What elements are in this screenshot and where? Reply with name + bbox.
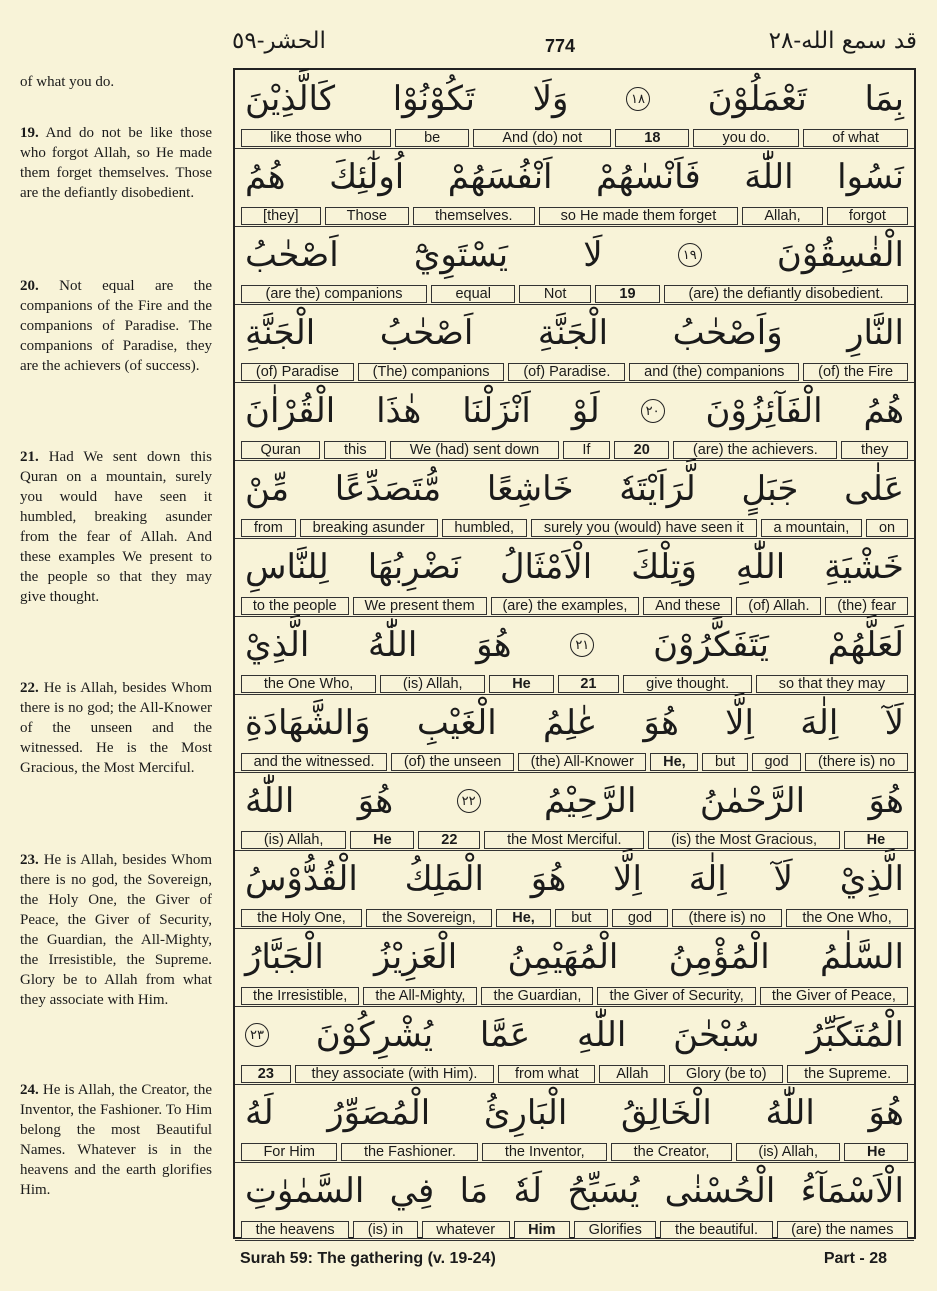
verse-text: Had We sent down this Quran on a mountain, surely you would have seen it humbled, breaking asunder from the fear of Allah. And these examples We present to the people so that they may give thought. [20, 449, 212, 605]
arabic-word: الْجَبَّارُ [245, 937, 324, 977]
english-gloss-line [241, 1065, 908, 1083]
arabic-word: الَّذِيْ [245, 625, 310, 665]
gloss-cell: of what [803, 129, 908, 147]
gloss-cell: the Giver of Peace, [760, 987, 908, 1005]
verse-end-marker: ١٩ [678, 243, 702, 267]
translation-paragraph [20, 276, 212, 376]
arabic-word: الْبَارِئُ [483, 1093, 568, 1133]
gloss-cell: (are) the achievers. [673, 441, 837, 459]
gloss-cell: and the witnessed. [241, 753, 387, 771]
arabic-word: مُّتَصَدِّعًا [334, 469, 442, 509]
translation-paragraph [20, 123, 212, 203]
arabic-word: خَشْيَةِ [824, 547, 904, 587]
verse-row [235, 460, 914, 539]
header-surah-name: الحشر-٥٩ [232, 28, 326, 54]
arabic-word: يَتَفَكَّرُوْنَ [653, 625, 769, 665]
arabic-word: لَهُ [245, 1093, 274, 1133]
gloss-cell: the One Who, [241, 675, 376, 693]
gloss-cell: (of) Allah. [736, 597, 821, 615]
gloss-cell: (is) Allah, [736, 1143, 841, 1161]
verse-end-marker: ٢١ [570, 633, 594, 657]
arabic-word: الْاَمْثَالُ [499, 547, 593, 587]
translation-paragraph [20, 447, 212, 607]
arabic-word: هٰذَا [376, 391, 422, 431]
arabic-word: عَمَّا [479, 1015, 531, 1055]
verse-end-marker: ٢٣ [245, 1023, 269, 1047]
arabic-word: الْمُصَوِّرُ [327, 1093, 431, 1133]
arabic-word: يُسَبِّحُ [567, 1171, 640, 1211]
arabic-word: الرَّحْمٰنُ [699, 781, 806, 821]
arabic-word: نَضْرِبُهَا [367, 547, 461, 587]
arabic-word: وَاَصْحٰبُ [672, 313, 783, 353]
verse-text: He is Allah, besides Whom there is no god, the Sovereign, the Holy One, the Giver of Peace, the Giver of Security, the Guardian, the All-Mighty, the Irresistible, the Supreme. Glory be to Allah from what they associate with Him. [20, 852, 212, 1008]
gloss-cell: And (do) not [473, 129, 611, 147]
gloss-cell: He [489, 675, 553, 693]
word-by-word-grid [233, 68, 916, 1239]
gloss-cell: Quran [241, 441, 320, 459]
arabic-word: لَّرَاَيْتَهٗ [619, 469, 696, 509]
gloss-cell: Glory (be to) [669, 1065, 783, 1083]
gloss-cell: He, [496, 909, 551, 927]
english-gloss-line [241, 519, 908, 537]
arabic-word: يُشْرِكُوْنَ [315, 1015, 434, 1055]
verse-row [235, 148, 914, 227]
gloss-cell: We (had) sent down [390, 441, 559, 459]
gloss-cell: give thought. [623, 675, 752, 693]
arabic-word: اللّٰهِ [576, 1015, 627, 1055]
gloss-cell: breaking asunder [300, 519, 438, 537]
translation-paragraph [20, 850, 212, 1010]
arabic-word: اللّٰهُ [245, 781, 295, 821]
arabic-word: اَصْحٰبُ [245, 235, 339, 275]
arabic-word: هُوَ [476, 625, 512, 665]
gloss-cell: the Irresistible, [241, 987, 359, 1005]
english-gloss-line [241, 753, 908, 771]
arabic-line [235, 1006, 914, 1064]
verse-row [235, 928, 914, 1007]
arabic-line [235, 850, 914, 908]
arabic-word: الْجَنَّةِ [537, 313, 609, 353]
english-gloss-line [241, 363, 908, 381]
verse-number-cell: 19 [595, 285, 660, 303]
gloss-cell: (there is) no [672, 909, 782, 927]
gloss-cell: whatever [422, 1221, 510, 1239]
arabic-word: اِلٰهَ [688, 859, 727, 899]
gloss-cell: this [324, 441, 386, 459]
arabic-word: تَعْمَلُوْنَ [707, 79, 807, 119]
verse-text: He is Allah, besides Whom there is no god; the All-Knower of the unseen and the witnessed. He is the Most Gracious, the Most Merciful. [20, 680, 212, 776]
arabic-word: اللّٰهُ [368, 625, 418, 665]
arabic-word: مِّنْ [245, 469, 290, 509]
verse-number-cell: 20 [614, 441, 669, 459]
gloss-cell: Not [519, 285, 591, 303]
verse-number: 24. [20, 1082, 39, 1098]
gloss-cell: (of) the unseen [391, 753, 514, 771]
arabic-word: لَوْ [571, 391, 600, 431]
arabic-word: اُولٰٓئِكَ [329, 157, 405, 197]
arabic-line [235, 772, 914, 830]
arabic-word: اِلَّا [613, 859, 642, 899]
english-gloss-line [241, 831, 908, 849]
gloss-cell: Those [325, 207, 409, 225]
gloss-cell: He [844, 831, 908, 849]
gloss-cell: (is) the Most Gracious, [648, 831, 839, 849]
arabic-line [235, 460, 914, 518]
gloss-cell: the Holy One, [241, 909, 362, 927]
verse-number: 21. [20, 449, 39, 465]
arabic-word: خَاشِعًا [486, 469, 574, 509]
english-gloss-line [241, 1221, 908, 1239]
arabic-word: النَّارِ [847, 313, 904, 353]
arabic-word: لَآ [884, 703, 904, 743]
gloss-cell: be [395, 129, 469, 147]
arabic-word: هُمُ [245, 157, 286, 197]
gloss-cell: the Guardian, [481, 987, 593, 1005]
verse-end-marker: ٢٢ [457, 789, 481, 813]
verse-number-cell: 21 [558, 675, 620, 693]
verse-end-marker: ٢٠ [641, 399, 665, 423]
arabic-line [235, 382, 914, 440]
english-gloss-line [241, 285, 908, 303]
arabic-word: اَنْزَلْنَا [462, 391, 531, 431]
gloss-cell: the heavens [241, 1221, 349, 1239]
gloss-cell: the beautiful. [660, 1221, 772, 1239]
arabic-word: مَا [459, 1171, 489, 1211]
gloss-cell: a mountain, [761, 519, 863, 537]
gloss-cell: (are the) companions [241, 285, 427, 303]
arabic-word: تَكُوْنُوْا [392, 79, 475, 119]
gloss-cell: but [555, 909, 608, 927]
arabic-word: الْاَسْمَآءُ [800, 1171, 904, 1211]
arabic-line [235, 694, 914, 752]
gloss-cell: on [866, 519, 908, 537]
gloss-cell: you do. [693, 129, 799, 147]
arabic-word: الْعَزِيْزُ [374, 937, 458, 977]
header-part-name: قد سمع الله-٢٨ [768, 28, 917, 54]
gloss-cell: the Giver of Security, [597, 987, 755, 1005]
arabic-word: الْغَيْبِ [416, 703, 497, 743]
english-gloss-line [241, 1143, 908, 1161]
gloss-cell: so that they may [756, 675, 908, 693]
arabic-word: الْقُرْاٰنَ [245, 391, 336, 431]
verse-number-cell: 23 [241, 1065, 291, 1083]
gloss-cell: they [841, 441, 908, 459]
arabic-line [235, 304, 914, 362]
english-gloss-line [241, 129, 908, 147]
verse-row [235, 772, 914, 851]
gloss-cell: We present them [353, 597, 487, 615]
arabic-word: لَآ [773, 859, 793, 899]
arabic-word: نَسُوا [837, 157, 904, 197]
verse-row [235, 382, 914, 461]
arabic-word: عٰلِمُ [542, 703, 598, 743]
gloss-cell: humbled, [442, 519, 527, 537]
english-gloss-line [241, 441, 908, 459]
verse-row [235, 70, 914, 149]
arabic-word: اللّٰهِ [735, 547, 786, 587]
gloss-cell: (of) Paradise [241, 363, 354, 381]
gloss-cell: the Sovereign, [366, 909, 492, 927]
arabic-word: هُوَ [868, 781, 904, 821]
arabic-word: فِي [389, 1171, 435, 1211]
arabic-word: اِلَّا [725, 703, 754, 743]
gloss-cell: the Creator, [611, 1143, 732, 1161]
arabic-word: اللّٰهُ [765, 1093, 815, 1133]
arabic-word: اِلٰهَ [800, 703, 839, 743]
verse-number: 22. [20, 680, 39, 696]
arabic-word: هُوَ [530, 859, 567, 899]
gloss-cell: He [844, 1143, 908, 1161]
arabic-word: اَنْفُسَهُمْ [447, 157, 553, 197]
gloss-cell: forgot [827, 207, 908, 225]
verse-row [235, 616, 914, 695]
arabic-word: لَهٗ [513, 1171, 543, 1211]
arabic-line [235, 928, 914, 986]
verse-number-cell: 22 [418, 831, 480, 849]
arabic-word: الْمُهَيْمِنُ [507, 937, 619, 977]
arabic-word: كَالَّذِيْنَ [245, 79, 336, 119]
gloss-cell: (the) All-Knower [518, 753, 646, 771]
arabic-word: الْقُدُّوْسُ [245, 859, 358, 899]
gloss-cell: And these [643, 597, 732, 615]
arabic-line [235, 70, 914, 128]
arabic-line [235, 1084, 914, 1142]
arabic-word: بِمَا [864, 79, 904, 119]
arabic-word: هُمُ [863, 391, 904, 431]
gloss-cell: the Most Merciful. [484, 831, 644, 849]
gloss-cell: If [563, 441, 610, 459]
arabic-word: سُبْحٰنَ [673, 1015, 760, 1055]
english-gloss-line [241, 207, 908, 225]
gloss-cell: the Inventor, [482, 1143, 607, 1161]
verse-text: Not equal are the companions of the Fire and the companions of Paradise. The companions of Paradise, they are the achievers (of success). [20, 278, 212, 374]
arabic-word: وَتِلْكَ [631, 547, 697, 587]
gloss-cell: (is) Allah, [380, 675, 485, 693]
gloss-cell: god [612, 909, 669, 927]
arabic-word: الْفَآئِزُوْنَ [705, 391, 823, 431]
verse-row [235, 1006, 914, 1085]
arabic-word: السَّلٰمُ [819, 937, 904, 977]
footer-part: Part - 28 [823, 1250, 887, 1267]
gloss-cell: (is) in [353, 1221, 418, 1239]
verse-text: He is Allah, the Creator, the Inventor, the Fashioner. To Him belong the most Beautiful Names. Whatever is in the heavens and the earth glorifies Him. [20, 1082, 212, 1198]
gloss-cell: Glorifies [574, 1221, 656, 1239]
arabic-word: الَّذِيْ [839, 859, 904, 899]
verse-row [235, 1084, 914, 1163]
english-gloss-line [241, 675, 908, 693]
gloss-cell: from [241, 519, 296, 537]
arabic-word: اَصْحٰبُ [379, 313, 474, 353]
arabic-word: الرَّحِيْمُ [544, 781, 637, 821]
english-gloss-line [241, 909, 908, 927]
english-gloss-line [241, 597, 908, 615]
gloss-cell: so He made them forget [539, 207, 739, 225]
arabic-word: الْحُسْنٰى [664, 1171, 776, 1211]
gloss-cell: the Supreme. [787, 1065, 908, 1083]
verse-row [235, 226, 914, 305]
arabic-word: الْفٰسِقُوْنَ [776, 235, 904, 275]
gloss-cell: they associate (with Him). [295, 1065, 495, 1083]
arabic-word: لِلنَّاسِ [245, 547, 329, 587]
arabic-word: لَعَلَّهُمْ [827, 625, 904, 665]
gloss-cell: (The) companions [358, 363, 505, 381]
gloss-cell: but [702, 753, 747, 771]
gloss-cell: (the) fear [825, 597, 908, 615]
arabic-word: الْمَلِكُ [404, 859, 484, 899]
english-gloss-line [241, 987, 908, 1005]
gloss-cell: He [350, 831, 414, 849]
arabic-word: السَّمٰوٰتِ [245, 1171, 365, 1211]
arabic-word: جَبَلٍ [741, 469, 799, 509]
gloss-cell: Him [514, 1221, 571, 1239]
gloss-cell: He, [650, 753, 698, 771]
arabic-line [235, 538, 914, 596]
gloss-cell: and (the) companions [629, 363, 799, 381]
arabic-word: الْمُؤْمِنُ [668, 937, 770, 977]
gloss-cell: (of) Paradise. [508, 363, 625, 381]
gloss-cell: Allah, [742, 207, 822, 225]
gloss-cell: surely you (would) have seen it [531, 519, 757, 537]
gloss-cell: (is) Allah, [241, 831, 346, 849]
gloss-cell: For Him [241, 1143, 338, 1161]
translation-paragraph [20, 72, 212, 92]
arabic-word: هُوَ [643, 703, 679, 743]
gloss-cell: the Fashioner. [341, 1143, 478, 1161]
verse-row [235, 850, 914, 929]
verse-number-cell: 18 [615, 129, 689, 147]
gloss-cell: to the people [241, 597, 349, 615]
arabic-word: هُوَ [357, 781, 394, 821]
verse-row [235, 694, 914, 773]
gloss-cell: (are) the examples, [491, 597, 640, 615]
arabic-word: اللّٰهَ [744, 157, 794, 197]
arabic-line [235, 148, 914, 206]
gloss-cell: (are) the defiantly disobedient. [664, 285, 908, 303]
arabic-line [235, 616, 914, 674]
gloss-cell: (are) the names [777, 1221, 908, 1239]
gloss-cell: the One Who, [786, 909, 908, 927]
arabic-word: الْجَنَّةِ [245, 313, 316, 353]
arabic-word: عَلٰى [844, 469, 904, 509]
gloss-cell: equal [431, 285, 515, 303]
gloss-cell: Allah [599, 1065, 665, 1083]
arabic-word: الْخَالِقُ [621, 1093, 712, 1133]
arabic-word: هُوَ [868, 1093, 904, 1133]
verse-number: 19. [20, 125, 39, 141]
arabic-word: الْمُتَكَبِّرُ [806, 1015, 904, 1055]
arabic-word: يَسْتَوِيْٓ [413, 235, 509, 275]
translation-paragraph [20, 678, 212, 778]
gloss-cell: (of) the Fire [803, 363, 908, 381]
arabic-line [235, 226, 914, 284]
gloss-cell: the All-Mighty, [363, 987, 477, 1005]
arabic-word: فَاَنْسٰهُمْ [596, 157, 701, 197]
gloss-cell: (there is) no [805, 753, 908, 771]
gloss-cell: from what [498, 1065, 595, 1083]
verse-row [235, 304, 914, 383]
arabic-word: وَلَا [532, 79, 569, 119]
verse-text: of what you do. [20, 74, 115, 90]
verse-end-marker: ١٨ [626, 87, 650, 111]
page-number: 774 [545, 36, 576, 56]
gloss-cell: [they] [241, 207, 321, 225]
translation-paragraph [20, 1080, 212, 1200]
arabic-line [235, 1162, 914, 1220]
gloss-cell: god [752, 753, 802, 771]
gloss-cell: like those who [241, 129, 391, 147]
arabic-word: لَا [583, 235, 603, 275]
verse-row [235, 1162, 914, 1241]
gloss-cell: themselves. [413, 207, 535, 225]
footer-surah-title: Surah 59: The gathering (v. 19-24) [240, 1250, 496, 1267]
verse-row [235, 538, 914, 617]
arabic-word: وَالشَّهَادَةِ [245, 703, 371, 743]
verse-text: And do not be like those who forgot Allah, so He made them forget themselves. Those are the defiantly disobedient. [20, 125, 212, 201]
verse-number: 20. [20, 278, 39, 294]
verse-number: 23. [20, 852, 39, 868]
